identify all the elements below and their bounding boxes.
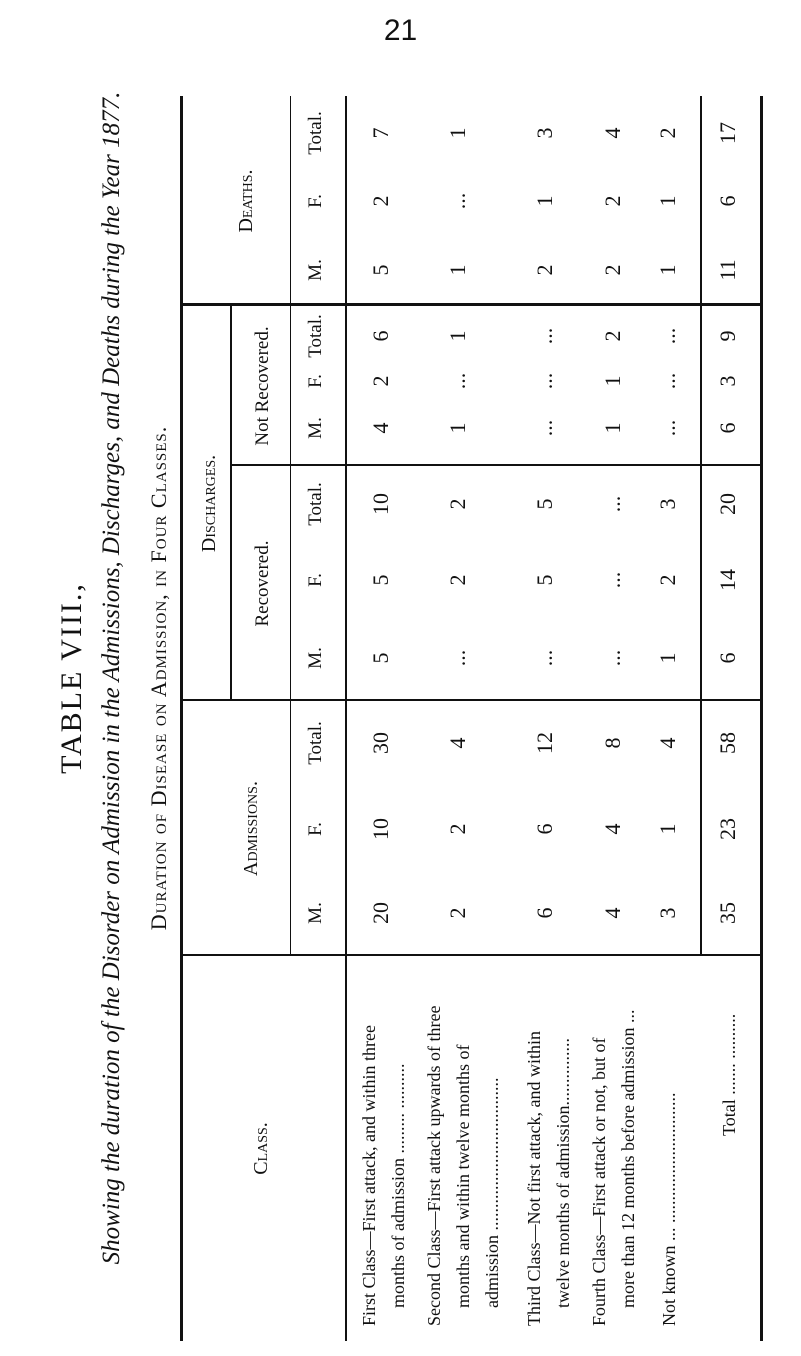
row-1-nr-t: 6 [368, 330, 393, 342]
total-nr-f: 3 [715, 375, 740, 387]
row-3-rec-m: ... [532, 649, 557, 667]
row-4-adm-m: 4 [600, 907, 625, 919]
row-2-rec-m: ... [445, 649, 470, 667]
discharges-underline [230, 306, 232, 701]
rec-f-header: F. [305, 573, 326, 587]
col-rule-dis [290, 306, 291, 701]
page-number: 21 [383, 14, 418, 47]
total-d-f: 6 [715, 195, 740, 207]
row-1-nr-m: 4 [368, 422, 393, 434]
table-heading: Duration of Disease on Admission, in Four Classes. [146, 425, 171, 931]
total-adm-f: 23 [715, 818, 740, 840]
nr-total-header: Total. [305, 314, 326, 358]
row-2-nr-f: ... [445, 372, 470, 390]
nr-m-header: M. [305, 417, 326, 439]
row-3-d-m: 2 [532, 264, 557, 276]
deaths-header: Deaths. [235, 169, 257, 233]
row-4-adm-t: 8 [600, 737, 625, 749]
total-d-t: 17 [715, 122, 740, 144]
adm-total-header: Total. [305, 721, 326, 765]
row-3-nr-t: ... [532, 327, 557, 345]
class-row-3-line2: twelve months of admission............... [553, 1038, 573, 1308]
class-row-5-line1: Not known ... ............................. [659, 1092, 679, 1326]
adm-f-header: F. [305, 822, 326, 836]
row-5-adm-t: 4 [655, 737, 680, 749]
row-1-rec-m: 5 [368, 652, 393, 664]
row-4-rec-f: ... [600, 571, 625, 589]
row-1-adm-f: 10 [368, 818, 393, 840]
row-4-d-t: 4 [600, 127, 625, 139]
row-2-adm-m: 2 [445, 907, 470, 919]
row-1-d-m: 5 [368, 264, 393, 276]
row-5-rec-m: 1 [655, 652, 680, 664]
class-row-1-line1: First Class—First attack, and within three [359, 1025, 379, 1326]
row-4-d-f: 2 [600, 195, 625, 207]
admissions-header: Admissions. [240, 781, 262, 876]
class-row-2-line3: admission .................................. [482, 1077, 502, 1308]
row-1-d-f: 2 [368, 195, 393, 207]
row-1-d-t: 7 [368, 127, 393, 139]
class-row-4-label [585, 956, 643, 1326]
table-subtitle: Showing the duration of the Disorder on Admission in the Admissions, Discharges, and Deaths during the Year 1877. [98, 91, 125, 1265]
adm-m-header: M. [305, 902, 326, 924]
row-2-nr-m: 1 [445, 422, 470, 434]
row-5-nr-f: ... [655, 372, 680, 390]
row-3-d-t: 3 [532, 127, 557, 139]
row-1-adm-t: 30 [368, 732, 393, 754]
row-5-d-f: 1 [655, 195, 680, 207]
total-rec-m: 6 [715, 652, 740, 664]
class-row-3-line1: Third Class—Not first attack, and within [524, 1031, 544, 1326]
class-row-1-line2: months of admission ......... .......... [388, 1063, 408, 1308]
class-row-4-line1: Fourth Class—First attack or not, but of [589, 1037, 609, 1326]
row-3-rec-f: 5 [532, 574, 557, 586]
row-5-d-t: 2 [655, 127, 680, 139]
row-1-nr-f: 2 [368, 375, 393, 387]
d-total-header: Total. [305, 111, 326, 155]
rec-total-header: Total. [305, 482, 326, 526]
row-2-adm-f: 2 [445, 823, 470, 835]
class-row-2-line2: months and within twelve months of [453, 1044, 473, 1308]
row-4-d-m: 2 [600, 264, 625, 276]
row-4-nr-m: 1 [600, 422, 625, 434]
not-recovered-header: Not Recovered. [252, 326, 273, 446]
d-f-header: F. [305, 194, 326, 208]
row-2-d-t: 1 [445, 127, 470, 139]
row-4-nr-t: 2 [600, 330, 625, 342]
row-1-rec-t: 10 [368, 493, 393, 515]
row-2-d-m: 1 [445, 264, 470, 276]
row-1-rec-f: 5 [368, 574, 393, 586]
table-bottom-rule [760, 96, 763, 1341]
row-3-nr-m: ... [532, 419, 557, 437]
table-label: TABLE VIII., [55, 582, 88, 774]
d-m-header: M. [305, 259, 326, 281]
row-2-adm-t: 4 [445, 737, 470, 749]
row-3-nr-f: ... [532, 372, 557, 390]
class-row-1-label [355, 956, 413, 1326]
class-header: Class. [250, 1122, 272, 1175]
total-d-m: 11 [715, 259, 740, 281]
discharges-header: Discharges. [198, 454, 220, 553]
row-2-rec-t: 2 [445, 498, 470, 510]
total-adm-t: 58 [715, 732, 740, 754]
row-3-adm-f: 6 [532, 823, 557, 835]
recovered-header: Recovered. [252, 540, 273, 627]
total-adm-m: 35 [715, 902, 740, 924]
class-row-5-label [655, 956, 684, 1326]
row-4-rec-t: ... [600, 495, 625, 513]
row-1-adm-m: 20 [368, 902, 393, 924]
row-2-nr-t: 1 [445, 330, 470, 342]
total-nr-m: 6 [715, 422, 740, 434]
rec-m-header: M. [305, 647, 326, 669]
row-2-d-f: ... [445, 192, 470, 210]
total-row-label: Total ....... .......... [719, 1013, 739, 1136]
row-5-rec-f: 2 [655, 574, 680, 586]
nr-f-header: F. [305, 374, 326, 388]
row-3-d-f: 1 [532, 195, 557, 207]
row-4-adm-f: 4 [600, 823, 625, 835]
table-top-rule [180, 96, 183, 1341]
row-2-rec-f: 2 [445, 574, 470, 586]
col-rule-adm [290, 701, 291, 956]
row-5-d-m: 1 [655, 264, 680, 276]
class-row-3-label [520, 956, 578, 1326]
header-rule [345, 96, 347, 1341]
row-3-adm-m: 6 [532, 907, 557, 919]
col-rule-deaths [290, 96, 291, 306]
recovered-divider [230, 464, 760, 466]
total-rec-f: 14 [715, 569, 740, 591]
row-3-adm-t: 12 [532, 732, 557, 754]
class-row-2-line1: Second Class—First attack upwards of three [424, 1005, 444, 1326]
row-4-rec-m: ... [600, 649, 625, 667]
row-5-rec-t: 3 [655, 498, 680, 510]
row-3-rec-t: 5 [532, 498, 557, 510]
row-5-nr-m: ... [655, 419, 680, 437]
class-row-2-label [420, 956, 507, 1326]
row-5-adm-m: 3 [655, 907, 680, 919]
row-5-nr-t: ... [655, 327, 680, 345]
total-nr-t: 9 [715, 330, 740, 342]
class-row-4-line2: more than 12 months before admission ... [618, 1009, 638, 1308]
row-5-adm-f: 1 [655, 823, 680, 835]
total-rule [700, 96, 702, 956]
total-rec-t: 20 [715, 493, 740, 515]
row-4-nr-f: 1 [600, 375, 625, 387]
